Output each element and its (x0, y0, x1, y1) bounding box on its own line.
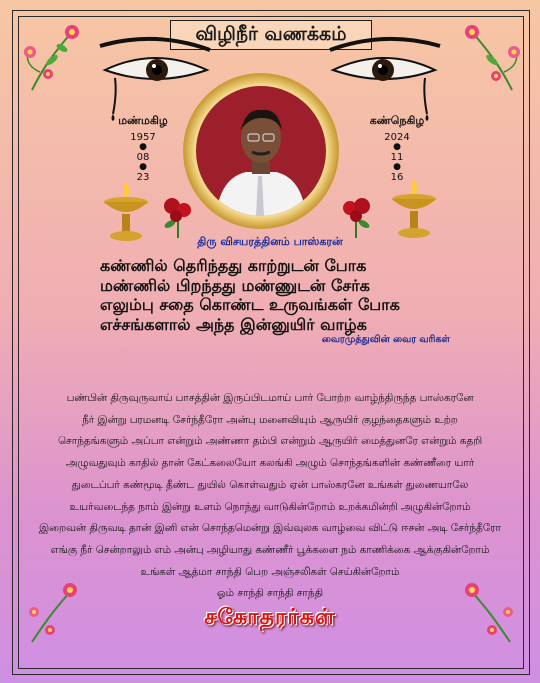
death-day: 16 (390, 172, 404, 183)
verse-line: எலும்பு சதை கொண்ட உருவங்கள் போக (100, 295, 400, 314)
verse-credit: வைரமுத்துவின் வைர வரிகள் (321, 334, 450, 345)
separator-dot: ● (139, 162, 147, 172)
message-line: நீர் இன்று பரமனடி சேர்ந்தீரோ அன்பு மனைவியும் ஆருயிர் குழந்தைகளும் உற்ற (82, 413, 458, 426)
signoff-brothers: சகோதரர்கள் (204, 604, 336, 630)
message-line: எங்கு நீர் சென்றாலும் எம் அன்பு அழியாது கண்ணீர் பூக்களை நம் காணிக்கை ஆக்குகின்றோம் (50, 543, 490, 556)
message-line: ஓம் சாந்தி சாந்தி சாந்தி (216, 587, 324, 600)
birth-date (108, 114, 178, 184)
separator-dot: ● (393, 162, 401, 172)
death-label: கண்நெகிழ (369, 114, 425, 127)
rose-icon (338, 194, 374, 238)
message-line: இறைவன் திருவடி தான் இனி என் சொந்தமென்று இவ்வுலக வாழ்வை விட்டு ஈசன் அடி சேர்ந்தீரோ (39, 522, 501, 535)
tribute-message (30, 388, 510, 605)
birth-year: 1957 (130, 132, 156, 143)
death-year: 2024 (384, 132, 410, 143)
message-line: உங்கள் ஆத்மா சாந்தி பெற அஞ்சலிகள் செய்கின்றோம் (140, 565, 400, 578)
death-month: 11 (390, 152, 404, 163)
flower-sprig-icon (460, 20, 522, 98)
death-date (362, 114, 432, 184)
birth-label: மண்மகிழ (118, 114, 168, 127)
oil-lamp-icon (384, 175, 444, 245)
tribute-verse (100, 256, 445, 334)
verse-line: எச்சங்களால் அந்த இன்னுயிர் வாழ்க (100, 314, 367, 334)
portrait-photo (196, 86, 326, 216)
crying-eye-icon (325, 34, 445, 124)
page-title: விழிநீர் வணக்கம் (170, 20, 372, 50)
message-line: பண்பின் திருவுருவாய் பாசத்தின் இருப்பிடமாய் பார் போற்ற வாழ்ந்திருந்த பாஸ்கரனே (66, 392, 474, 404)
oil-lamp-icon (96, 178, 156, 248)
message-line: துடைப்பர் கண்மூடி தீண்ட துயில் கொள்வதும் ஏன் பாஸ்கரனே உங்கள் துணையாலே (71, 478, 469, 491)
flower-sprig-icon (22, 20, 84, 98)
message-line: உயர்வடைந்த நாம் இன்று உளம் நொந்து வாடுகின்றோம் உறக்கமின்றி அழுகின்றோம் (69, 500, 471, 513)
birth-month: 08 (136, 152, 150, 163)
message-line: அழுவதுவும் காதில் தான் கேட்கலையோ கலங்கி அழும் சொந்தங்களின் கண்ணீரை யார் (65, 457, 475, 470)
message-line: சொந்தங்களும் அப்பா என்றும் அண்ணா தம்பி என்றும் ஆருயிர் மைத்துனரே என்றும் கதறி (57, 435, 483, 448)
person-portrait-icon (196, 86, 326, 216)
separator-dot: ● (139, 142, 147, 152)
separator-dot: ● (393, 142, 401, 152)
birth-day: 23 (136, 172, 150, 183)
verse-line: மண்ணில் பிறந்தது மண்ணுடன் சேர்க (100, 275, 370, 295)
deceased-name: திரு விசயரத்தினம் பாஸ்கரன் (197, 235, 343, 248)
rose-icon (160, 194, 196, 238)
verse-line: கண்ணில் தெரிந்தது காற்றுடன் போக (100, 256, 367, 275)
